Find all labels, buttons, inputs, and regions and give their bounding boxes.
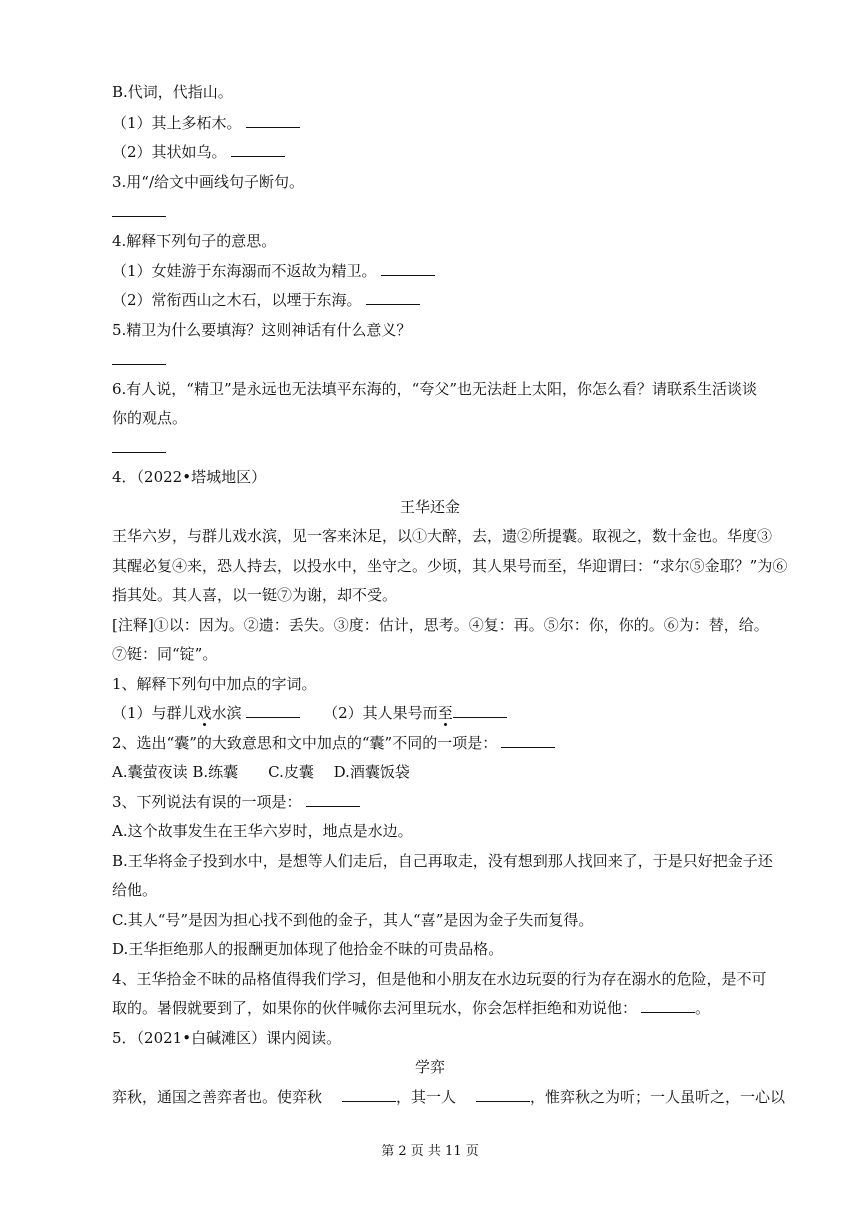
option-text: C.其人“号”是因为担心找不到他的金子，其人“喜”是因为金子失而复得。	[112, 911, 594, 929]
question-line	[112, 998, 780, 1018]
question-line	[112, 703, 780, 723]
question-line	[112, 733, 780, 753]
question-text: （1）与群儿	[112, 704, 197, 722]
question-text: 5.精卫为什么要填海？这则神话有什么意义？	[112, 321, 412, 339]
question-text: 3.用“/给文中画线句子断句。	[112, 173, 305, 191]
question-text: 。	[695, 999, 711, 1017]
question-text: 你的观点。	[112, 409, 188, 427]
question-text: （2）常衔西山之木石，以堙于东海。	[112, 291, 362, 309]
question-text: 水滨	[211, 704, 242, 722]
question-text: （2）其人果号而	[323, 704, 438, 722]
answer-blank[interactable]	[306, 792, 360, 807]
section-header: 4．（2022•塔城地区）	[112, 468, 267, 486]
question-text: （1）其上多柘木。	[112, 114, 242, 132]
option-text: D.王华拒绝那人的报酬更加体现了他拾金不昧的可贵品格。	[112, 940, 504, 958]
passage-text: 指其处。其人喜，以一铤⑦为谢，却不受。	[112, 586, 398, 604]
passage-title: 学弈	[414, 1058, 445, 1076]
option-text: 给他。	[112, 881, 158, 899]
page-footer: 第 2 页 共 11 页	[381, 1144, 479, 1159]
question-text: 6.有人说，“精卫”是永远也无法填平东海的，“夸父”也无法赶上太阳，你怎么看？请联系生活谈谈	[112, 380, 757, 398]
dotted-character: 戏	[196, 704, 212, 722]
passage-text: 王华六岁，与群儿戏水滨，见一客来沐足，以①大醉，去，遗②所提囊。取视之，数十金也。华度③	[112, 527, 773, 545]
passage-text: ，其一人	[396, 1088, 457, 1106]
options-text: A.囊萤夜读 B.练囊 C.皮囊 D.酒囊饭袋	[112, 763, 410, 781]
question-text: 4、王华拾金不昧的品格值得我们学习，但是他和小朋友在水边玩耍的行为存在溺水的危险，是不可	[112, 970, 767, 988]
answer-blank[interactable]	[381, 261, 435, 276]
passage-text: 其醒必复④来，恐人持去，以投水中，坐守之。少顷，其人果号而至，华迎谓曰：“求尔⑤金耶？”为⑥	[112, 557, 788, 575]
option-text: A.这个故事发生在王华六岁时，地点是水边。	[112, 822, 413, 840]
answer-blank[interactable]	[112, 216, 166, 217]
question-line	[112, 792, 780, 812]
answer-blank[interactable]	[246, 703, 300, 718]
passage-title: 王华还金	[399, 498, 460, 516]
option-b-text: B.代词，代指山。	[112, 83, 233, 101]
question-line	[112, 142, 780, 162]
question-line	[112, 113, 780, 133]
annotation-text: ⑦铤：同“锭”。	[112, 645, 218, 663]
answer-blank[interactable]	[501, 733, 555, 748]
dotted-character: 至	[437, 704, 453, 722]
answer-blank[interactable]	[366, 290, 420, 305]
answer-blank[interactable]	[641, 998, 695, 1013]
passage-line	[112, 1087, 786, 1107]
answer-blank[interactable]	[342, 1087, 396, 1102]
question-text: 1、解释下列句中加点的字词。	[112, 675, 317, 693]
question-line	[112, 290, 780, 310]
passage-text: 弈秋，通国之善弈者也。使弈秋	[112, 1088, 323, 1106]
answer-blank[interactable]	[476, 1087, 530, 1102]
annotation-text: [注释]①以：因为。②遗：丢失。③度：估计，思考。④复：再。⑤尔：你，你的。⑥为：替，给。	[112, 616, 769, 634]
answer-blank[interactable]	[231, 142, 285, 157]
question-text: （2）其状如乌。	[112, 143, 227, 161]
question-text: 3、下列说法有误的一项是：	[112, 793, 302, 811]
answer-blank[interactable]	[246, 113, 300, 128]
section-header: 5．（2021•白碱滩区）课内阅读。	[112, 1029, 342, 1047]
question-text: 取的。暑假就要到了，如果你的伙伴喊你去河里玩水，你会怎样拒绝和劝说他：	[112, 999, 638, 1017]
option-text: B.王华将金子投到水中，是想等人们走后，自己再取走，没有想到那人找回来了，于是只好把金子还	[112, 852, 773, 870]
answer-blank[interactable]	[453, 703, 507, 718]
question-line	[112, 261, 780, 281]
answer-blank[interactable]	[112, 452, 166, 453]
answer-blank[interactable]	[112, 364, 166, 365]
passage-text: ，惟弈秋之为听；一人虽听之，一心以	[530, 1088, 786, 1106]
question-text: 4.解释下列句子的意思。	[112, 232, 277, 250]
question-text: （1）女娃游于东海溺而不返故为精卫。	[112, 262, 377, 280]
question-text: 2、选出“囊”的大致意思和文中加点的“囊”不同的一项是：	[112, 734, 498, 752]
